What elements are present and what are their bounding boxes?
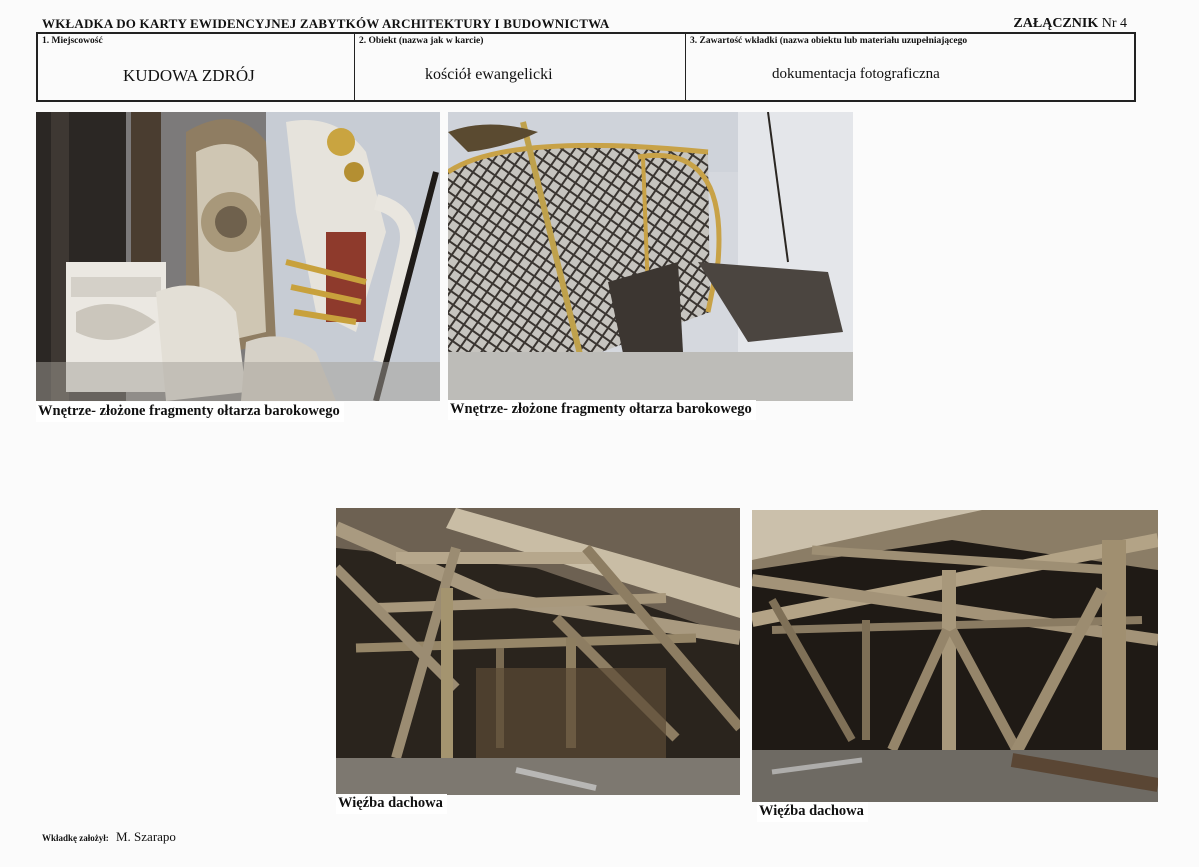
location-cell [38,34,355,100]
roof-truss-photo-1 [336,508,740,795]
photo-caption-3: Więźba dachowa [336,794,447,814]
contents-value: dokumentacja fotograficzna [772,66,940,82]
attachment-number: Nr 4 [1101,16,1127,31]
contents-label: 3. Zawartość wkładki (nazwa obiektu lub materiału uzupełniającego [690,36,968,46]
photo-caption-4: Więźba dachowa [757,802,868,822]
author-label: Wkładkę założył: [42,833,109,843]
record-table [36,32,1136,102]
object-value: kościół ewangelicki [425,66,553,83]
attachment-label [1013,16,1127,32]
photo-caption-1: Wnętrze- złożone fragmenty ołtarza barokowego [36,402,344,422]
photo-caption-2: Wnętrze- złożone fragmenty ołtarza barokowego [448,400,756,420]
document-title: WKŁADKA DO KARTY EWIDENCYJNEJ ZABYTKÓW ARCHITEKTURY I BUDOWNICTWA [42,16,610,31]
object-label: 2. Obiekt (nazwa jak w karcie) [359,36,484,46]
object-cell [355,34,686,100]
contents-cell [686,34,1134,100]
author-name: M. Szarapo [116,829,176,844]
location-label: 1. Miejscowość [42,36,103,46]
location-value: KUDOWA ZDRÓJ [123,66,255,85]
roof-truss-photo-2 [752,510,1158,802]
author-footer [42,829,176,845]
altar-fragments-photo-1 [36,112,440,401]
attachment-word: ZAŁĄCZNIK [1013,16,1099,31]
altar-fragments-photo-2 [448,112,853,401]
